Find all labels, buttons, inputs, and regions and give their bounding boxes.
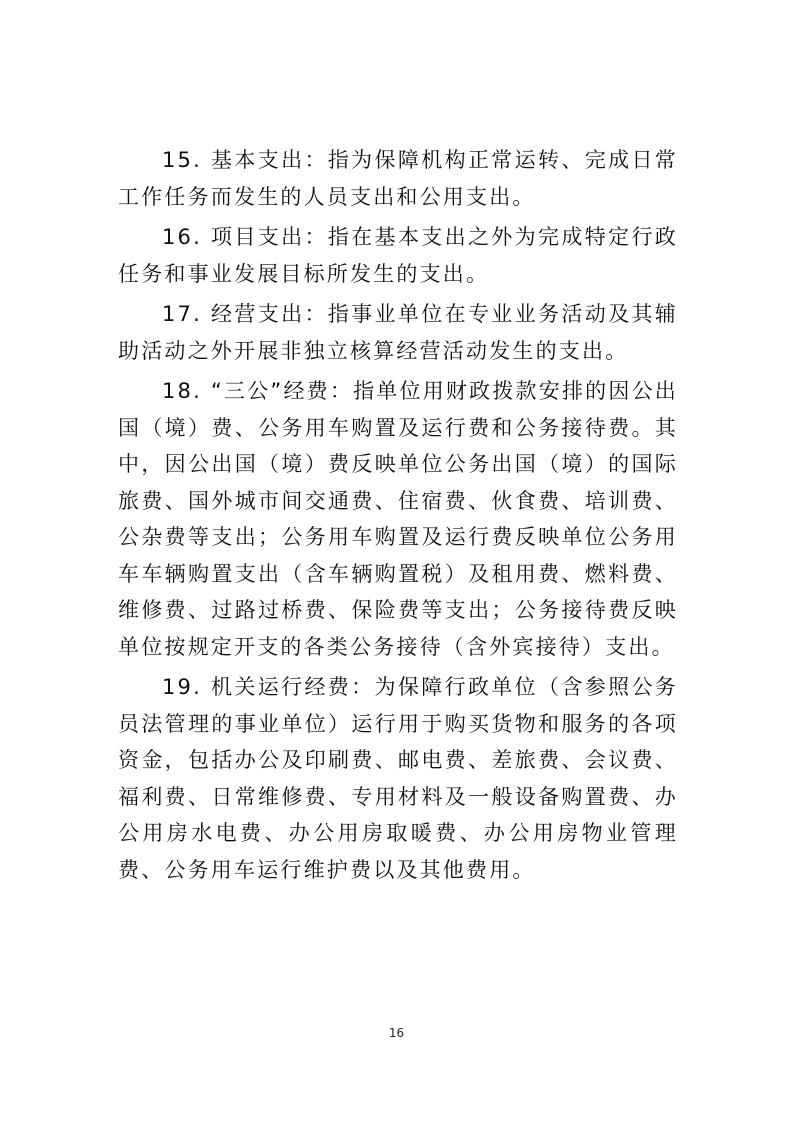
paragraph-three-public-expenses: 18. “三公”经费：指单位用财政拨款安排的因公出国（境）费、公务用车购置及运行费和公务接待费。其中，因公出国（境）费反映单位公务出国（境）的国际旅费、国外城市间交通费、住宿费、伙食费、培训费、公杂费等支出；公务用车购置及运行费反映单位公务用车车辆购置支出（含车辆购置税）及租用费、燃料费、维修费、过路过桥费、保险费等支出；公务接待费反映单位按规定开支的各类公务接待（含外宾接待）支出。 [118,379,678,659]
paragraph-agency-operating-funds: 19. 机关运行经费：为保障行政单位（含参照公务员法管理的事业单位）运行用于购买货物和服务的各项资金，包括办公及印刷费、邮电费、差旅费、会议费、福利费、日常维修费、专用材料及一般设备购置费、办公用房水电费、办公用房取暖费、办公用房物业管理费、公务用车运行维护费以及其他费用。 [118,675,678,882]
document-body [118,142,678,892]
paragraph-project-expenditure: 16. 项目支出：指在基本支出之外为完成特定行政任务和事业发展目标所发生的支出。 [118,225,678,286]
page-number: 16 [388,1026,405,1040]
paragraph-basic-expenditure: 15. 基本支出：指为保障机构正常运转、完成日常工作任务而发生的人员支出和公用支出。 [118,148,678,209]
paragraph-operating-expenditure: 17. 经营支出：指事业单位在专业业务活动及其辅助活动之外开展非独立核算经营活动发生的支出。 [118,302,678,363]
